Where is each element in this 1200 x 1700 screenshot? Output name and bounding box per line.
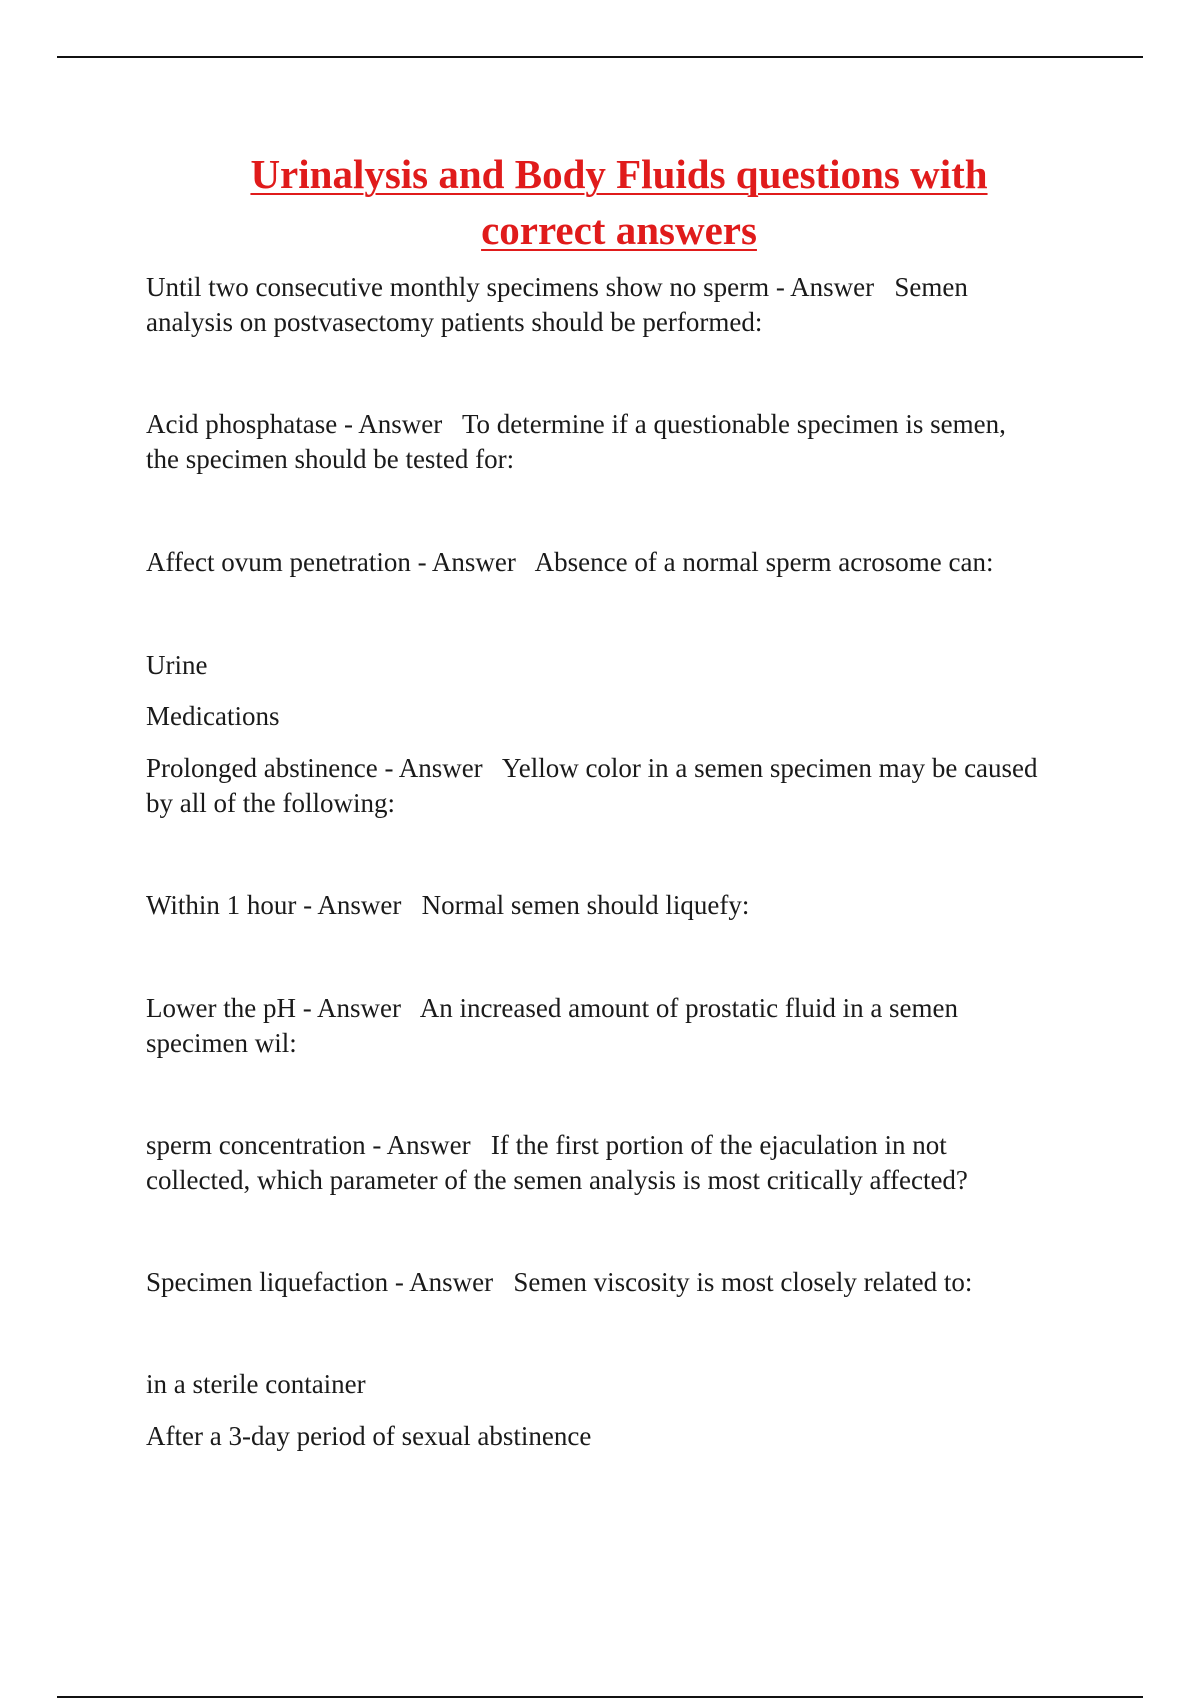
paragraph-line: specimen wil: [146, 1028, 297, 1058]
paragraph-line: Acid phosphatase - Answer To determine if a questionable specimen is semen, [146, 409, 1006, 439]
paragraph-line: sperm concentration - Answer If the first portion of the ejaculation in not [146, 1130, 947, 1160]
paragraph-line: collected, which parameter of the semen analysis is most critically affected? [146, 1165, 968, 1195]
bottom-rule [57, 1696, 1143, 1698]
paragraph-line: Until two consecutive monthly specimens show no sperm - Answer Semen [146, 272, 968, 302]
answer-fragment [146, 1419, 1106, 1454]
paragraph-line: by all of the following: [146, 788, 395, 818]
paragraph-line: the specimen should be tested for: [146, 444, 515, 474]
qa-paragraph [146, 545, 1106, 580]
qa-paragraph [146, 888, 1106, 923]
answer-fragment [146, 699, 1106, 734]
document-title [140, 146, 1098, 258]
qa-paragraph [146, 270, 1106, 340]
paragraph-line: Urine [146, 650, 208, 680]
title-line-1: Urinalysis and Body Fluids questions with [250, 151, 988, 197]
answer-fragment [146, 1367, 1106, 1402]
answer-fragment [146, 648, 1106, 683]
paragraph-line: Specimen liquefaction - Answer Semen viscosity is most closely related to: [146, 1267, 973, 1297]
paragraph-line: Affect ovum penetration - Answer Absence of a normal sperm acrosome can: [146, 547, 994, 577]
paragraph-line: in a sterile container [146, 1369, 366, 1399]
qa-paragraph [146, 991, 1106, 1061]
paragraph-line: Medications [146, 701, 280, 731]
title-line-2: correct answers [481, 207, 757, 253]
qa-paragraph [146, 1265, 1106, 1300]
paragraph-line: Within 1 hour - Answer Normal semen should liquefy: [146, 890, 750, 920]
paragraph-line: Lower the pH - Answer An increased amount of prostatic fluid in a semen [146, 993, 959, 1023]
qa-paragraph [146, 1128, 1106, 1198]
qa-paragraph [146, 407, 1106, 477]
paragraph-line: Prolonged abstinence - Answer Yellow color in a semen specimen may be caused [146, 753, 1038, 783]
qa-paragraph [146, 751, 1106, 821]
paragraph-line: analysis on postvasectomy patients should be performed: [146, 307, 763, 337]
paragraph-line: After a 3-day period of sexual abstinence [146, 1421, 592, 1451]
top-rule [57, 56, 1143, 58]
